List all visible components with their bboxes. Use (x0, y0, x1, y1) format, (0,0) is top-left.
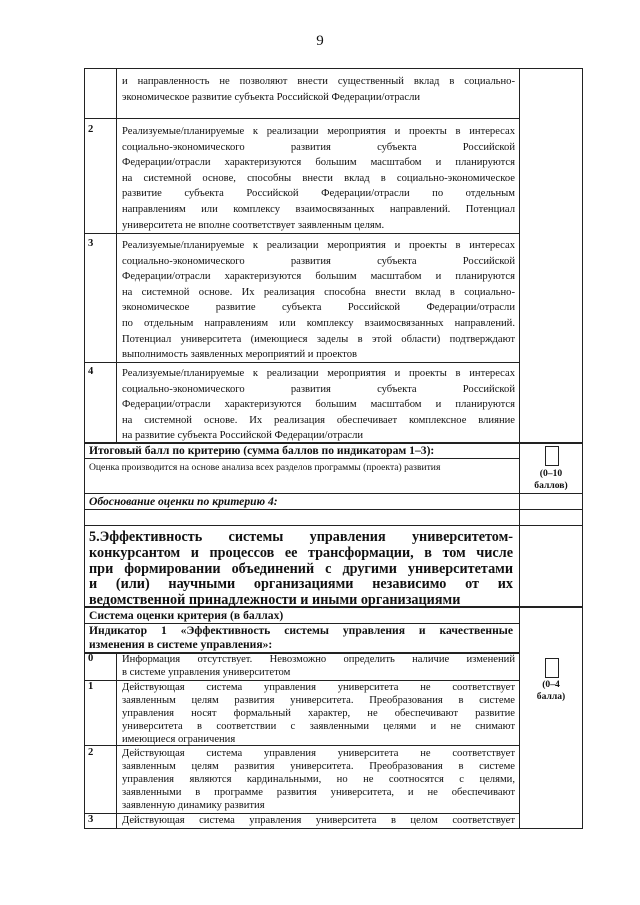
text-line: конкурсантом и процессов ее трансформации, в том числе (89, 544, 513, 561)
score-checkbox[interactable] (545, 658, 559, 678)
text-line: в системе управления университетом (122, 667, 291, 678)
scoring-system-label: Система оценки критерия (в баллах) (89, 609, 284, 622)
text-line: и (или) научными организациями независимо от их (89, 576, 513, 593)
text-line: управления являются кардинальными, но не соотносятся с целями, (122, 774, 515, 785)
score-range-line: (0–10 (539, 468, 563, 479)
indicator-row-text (122, 653, 515, 679)
text-line: на развитие субъекта Российской Федерации/отрасли (122, 430, 364, 442)
text-line: на системной основе. Их реализация способна внести вклад в социально- (122, 286, 515, 298)
text-line: на системной основе. Их реализация обеспечивает комплексное влияние (122, 414, 515, 426)
page-number: 9 (316, 33, 324, 49)
row-number: 1 (88, 681, 94, 692)
text-line: Действующая система управления университета не соответствует (122, 748, 515, 759)
text-line: имеющиеся ограничения (122, 734, 236, 745)
text-line: Реализуемые/планируемые к реализации мероприятия и проекты в интересах (122, 126, 515, 137)
text-line: экономическое развитие субъекта Российской Федерации/отрасли (122, 91, 421, 103)
text-line: Реализуемые/планируемые к реализации мероприятия и проекты в интересах (122, 368, 515, 379)
criterion-row-text (122, 366, 515, 444)
indicator-row-text (122, 681, 515, 746)
text-line: Федерации/отрасли характеризуются большим масштабом и планируются (122, 157, 515, 169)
score-range-line: (0–4 (542, 679, 560, 690)
text-line: университета не вполне соответствует заявленным целям. (122, 219, 385, 231)
text-line: Федерации/отрасли характеризуются большим масштабом и планируются (122, 271, 515, 283)
score-checkbox[interactable] (545, 446, 559, 466)
total-score-label: Итоговый балл по критерию (сумма баллов по индикаторам 1–3): (89, 444, 435, 457)
text-line: направлениям или комплексу взаимосвязанных направлений. Потенциал (122, 203, 515, 215)
total-score-note: Оценка производится на основе анализа всех разделов программы (проекта) развития (89, 462, 441, 473)
text-line: социально-экономического развития субъекта Российской (122, 383, 515, 395)
text-line: заявленным целям развития университета. Преобразования в системе (122, 695, 515, 706)
text-line: 5.Эффективность системы управления университетом- (89, 529, 513, 545)
text-line: и направленность не позволяют внести существенный вклад в социально- (122, 76, 515, 87)
row-number: 2 (88, 124, 94, 135)
text-line: заявленным целям развития университета. Преобразования в системе (122, 761, 515, 772)
evaluation-table (84, 68, 583, 828)
indicator-row-text (122, 814, 515, 827)
text-line: выполнимость заявленных мероприятий и проектов (122, 349, 357, 361)
indicator-row-text (122, 747, 515, 812)
text-line: заявленными в программе развития университета, и не обеспечивают (122, 787, 515, 798)
text-line: университета в соответствии с заявленными целями и не снимают (122, 721, 515, 732)
section-title (89, 530, 513, 609)
text-line: Индикатор 1 «Эффективность системы управления и качественные (89, 624, 513, 637)
text-line: Действующая система управления университета в целом соответствует (122, 815, 515, 826)
text-line: управления носят формальный характер, не обеспечивают развитие (122, 708, 515, 719)
text-line: Федерации/отрасли характеризуются большим масштабом и планируются (122, 399, 515, 411)
text-line: развитие субъекта Российской Федерации/отрасли по отдельным (122, 188, 515, 200)
row-number: 3 (88, 238, 94, 249)
text-line: заявленную динамику развития (122, 800, 265, 811)
row-number: 2 (88, 747, 94, 758)
text-line: социально-экономического развития субъекта Российской (122, 141, 515, 153)
text-line: ведомственной принадлежности и иными организациями (89, 592, 461, 609)
indicator-title (89, 623, 513, 653)
row-number: 3 (88, 814, 94, 825)
score-range (520, 679, 582, 703)
score-range-line: балла) (536, 691, 566, 702)
text-line: при формировании объединений с другими университетами (89, 560, 513, 577)
justification-label: Обоснование оценки по критерию 4: (89, 495, 278, 508)
text-line: Действующая система управления университета не соответствует (122, 682, 515, 693)
score-range-line: баллов) (534, 480, 568, 491)
score-range (520, 468, 582, 492)
text-line: экономическое развитие субъекта Российской Федерации/отрасли (122, 302, 515, 314)
top-row-text (122, 74, 515, 105)
text-line: по отдельным направлениям или комплексу взаимосвязанных направлений. (122, 317, 515, 329)
row-number: 0 (88, 653, 94, 664)
text-line: Информация отсутствует. Невозможно определить наличие изменений (122, 654, 515, 665)
text-line: Потенциал университета (имеющиеся заделы в этой области) подтверждают (122, 333, 515, 345)
criterion-row-text (122, 238, 515, 363)
text-line: социально-экономического развития субъекта Российской (122, 255, 515, 267)
text-line: на системной основе, способны внести вклад в социально-экономическое (122, 172, 515, 184)
criterion-row-text (122, 124, 515, 233)
text-line: Реализуемые/планируемые к реализации мероприятия и проекты в интересах (122, 240, 515, 251)
text-line: изменения в системе управления»: (89, 638, 273, 651)
row-number: 4 (88, 366, 94, 377)
